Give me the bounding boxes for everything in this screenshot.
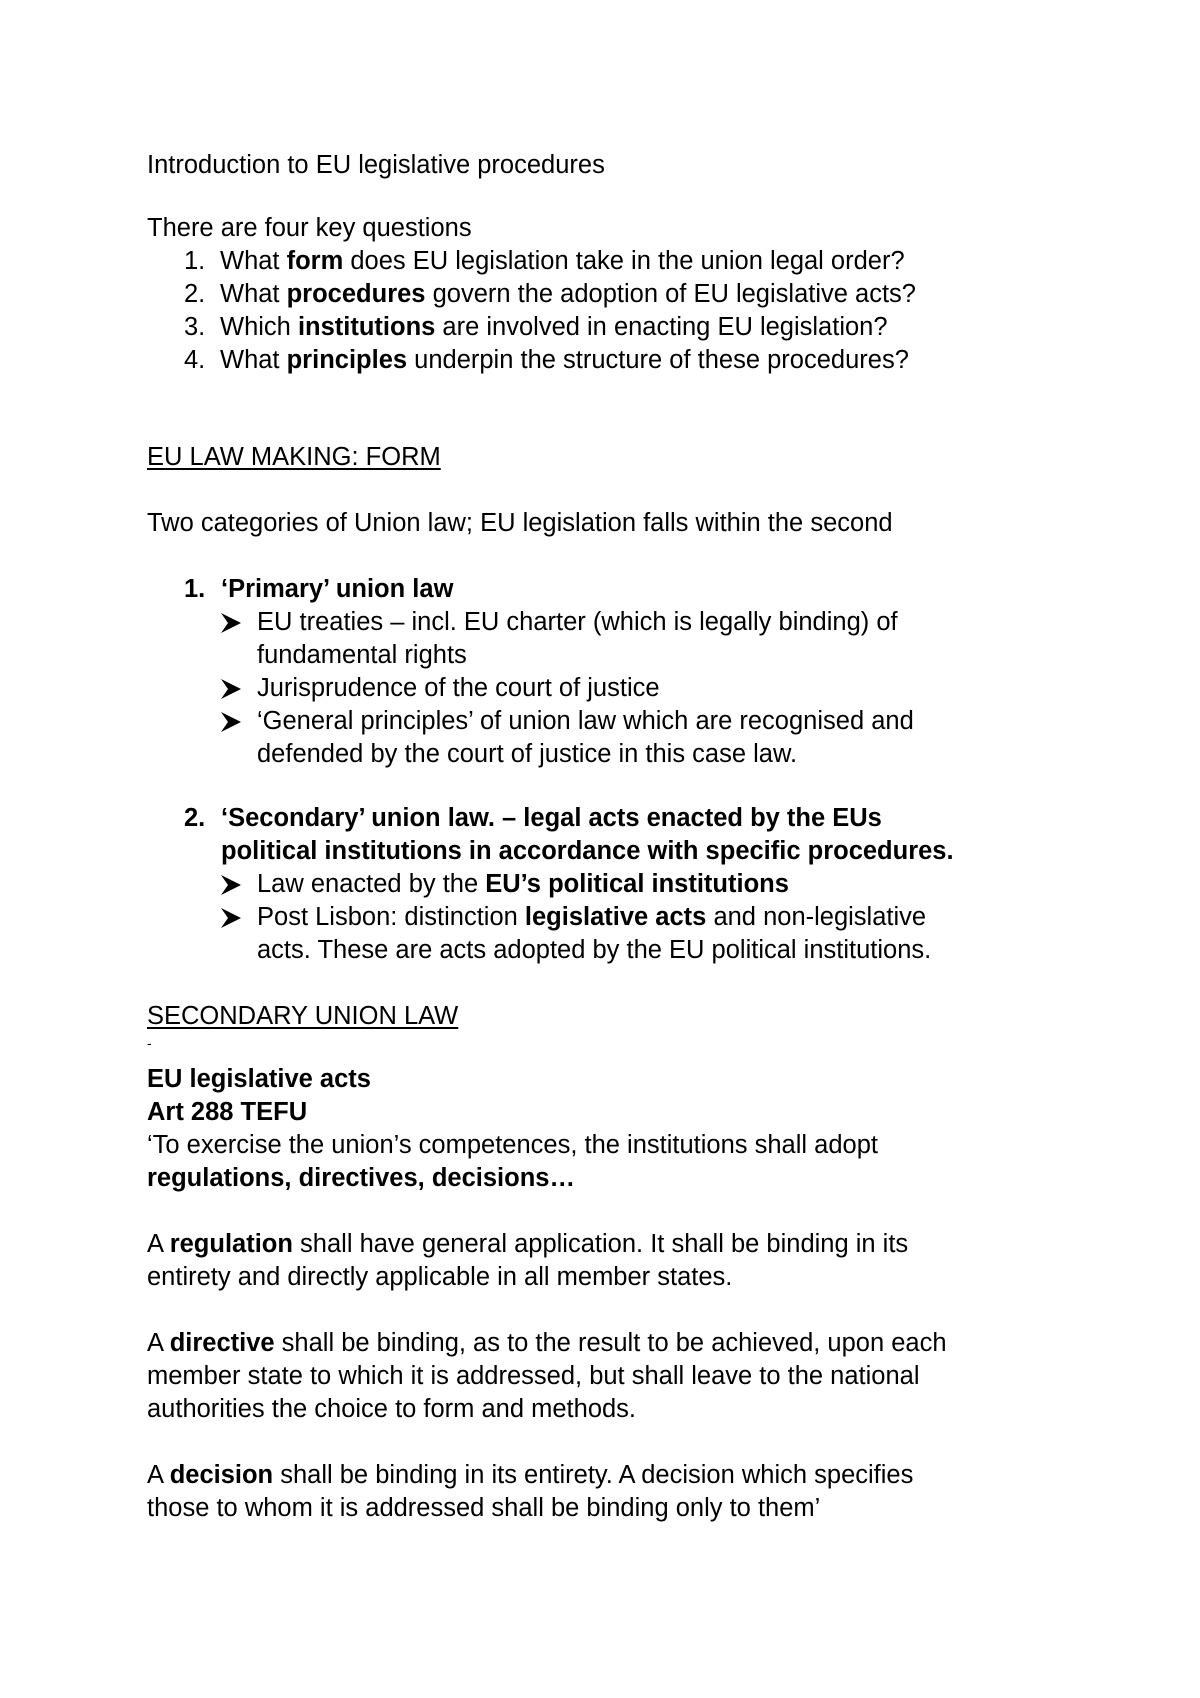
bullet-text: EU treaties – incl. EU charter (which is legally binding) of bbox=[257, 608, 898, 636]
question-text: Which bbox=[220, 313, 298, 341]
question-keyword: principles bbox=[286, 346, 408, 374]
bullet-text: Jurisprudence of the court of justice bbox=[257, 674, 660, 702]
question-number: 1. bbox=[184, 247, 206, 275]
bullet-text bbox=[257, 901, 926, 934]
question-text: What bbox=[220, 247, 287, 275]
bullet-text: ‘General principles’ of union law which are recognised and bbox=[257, 707, 914, 735]
question-text: What bbox=[220, 280, 287, 308]
definition-text: A bbox=[147, 1461, 170, 1489]
article-reference: Art 288 TEFU bbox=[147, 1098, 308, 1126]
bullet-text-part: Law enacted by the bbox=[257, 870, 486, 898]
quote-text: regulations, directives, decisions… bbox=[147, 1164, 575, 1192]
bullet-keyword: legislative acts bbox=[524, 903, 707, 931]
section-heading-form: EU LAW MAKING: FORM bbox=[147, 443, 441, 471]
arrow-bullet-icon bbox=[220, 678, 242, 700]
question-text: govern the adoption of EU legislative acts? bbox=[425, 280, 916, 308]
arrow-bullet-icon bbox=[220, 612, 242, 634]
quote-text: ‘To exercise the union’s competences, the institutions shall adopt bbox=[147, 1131, 878, 1159]
primary-law-number: 1. bbox=[184, 575, 206, 603]
definition-term: regulation bbox=[169, 1230, 293, 1258]
question-text: underpin the structure of these procedures? bbox=[407, 346, 909, 374]
definition-term: decision bbox=[169, 1461, 274, 1489]
subheading-legislative-acts: EU legislative acts bbox=[147, 1065, 371, 1093]
question-number: 3. bbox=[184, 313, 206, 341]
secondary-law-title: ‘Secondary’ union law. – legal acts enacted by the EUs bbox=[221, 804, 882, 832]
question-number: 4. bbox=[184, 346, 206, 374]
definition-text: shall be binding in its entirety. A decision which specifies bbox=[273, 1461, 914, 1489]
bullet-text: acts. These are acts adopted by the EU political institutions. bbox=[257, 936, 932, 964]
arrow-bullet-icon bbox=[220, 907, 242, 929]
primary-law-title: ‘Primary’ union law bbox=[221, 575, 454, 603]
question-keyword: form bbox=[286, 247, 344, 275]
definition-text: A bbox=[147, 1329, 170, 1357]
section-heading-secondary: SECONDARY UNION LAW bbox=[147, 1002, 459, 1030]
definition-text: shall have general application. It shall be binding in its bbox=[292, 1230, 909, 1258]
definition-text: shall be binding, as to the result to be achieved, upon each bbox=[274, 1329, 947, 1357]
directive-definition bbox=[147, 1327, 947, 1360]
intro-lead: There are four key questions bbox=[147, 214, 472, 242]
secondary-law-title: political institutions in accordance with specific procedures. bbox=[221, 837, 954, 865]
bullet-text: defended by the court of justice in this case law. bbox=[257, 740, 798, 768]
question-text: are involved in enacting EU legislation? bbox=[435, 313, 888, 341]
bullet-text bbox=[257, 868, 789, 901]
question-text: does EU legislation take in the union legal order? bbox=[343, 247, 905, 275]
arrow-bullet-icon bbox=[220, 874, 242, 896]
form-lead: Two categories of Union law; EU legislation falls within the second bbox=[147, 509, 893, 537]
bullet-text-part: Post Lisbon: distinction bbox=[257, 903, 525, 931]
definition-text: entirety and directly applicable in all member states. bbox=[147, 1263, 733, 1291]
arrow-bullet-icon bbox=[220, 711, 242, 733]
question-number: 2. bbox=[184, 280, 206, 308]
question-keyword: procedures bbox=[286, 280, 426, 308]
definition-text: A bbox=[147, 1230, 170, 1258]
question-text: What bbox=[220, 346, 287, 374]
bullet-text: fundamental rights bbox=[257, 641, 467, 669]
definition-text: member state to which it is addressed, but shall leave to the national bbox=[147, 1362, 920, 1390]
document-title: Introduction to EU legislative procedures bbox=[147, 151, 605, 179]
bullet-text-part: and non-legislative bbox=[706, 903, 927, 931]
definition-text: those to whom it is addressed shall be binding only to them’ bbox=[147, 1494, 821, 1522]
dash-marker: - bbox=[147, 1035, 152, 1051]
decision-definition bbox=[147, 1459, 913, 1492]
definition-text: authorities the choice to form and methods. bbox=[147, 1395, 637, 1423]
bullet-keyword: EU’s political institutions bbox=[485, 870, 789, 898]
secondary-law-number: 2. bbox=[184, 804, 206, 832]
definition-term: directive bbox=[169, 1329, 275, 1357]
question-keyword: institutions bbox=[297, 313, 436, 341]
regulation-definition bbox=[147, 1228, 908, 1261]
